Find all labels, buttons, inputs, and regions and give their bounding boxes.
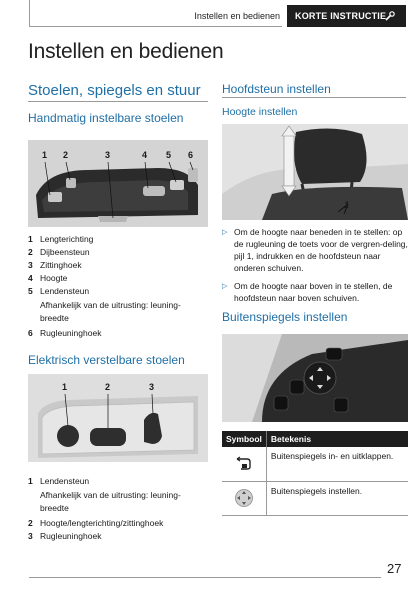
table-row [222,447,408,481]
list-item: 3 Zittinghoek [28,260,82,270]
electric-label-2: 2 [105,382,111,392]
page-title: Instellen en bedienen [28,40,224,63]
footer-rule [29,577,381,578]
headrest-instructions [222,226,408,310]
table-cell-symbol [222,447,266,481]
manual-label-6: 6 [188,150,194,160]
list-item-note: Afhankelijk van de uitrusting: leuning-breedte [40,300,181,323]
manual-seats-title: Handmatig instelbare stoelen [28,111,184,125]
manual-seat-illustration [28,140,208,227]
manual-label-1: 1 [42,150,48,160]
electric-seat-legend [28,475,208,543]
page-number: 27 [387,561,402,576]
mirror-control-illustration [222,334,408,422]
list-item: 6 Rugleuninghoek [28,328,102,338]
table-cell-symbol [222,481,266,515]
manual-label-3: 3 [105,150,111,160]
list-item: 3 Rugleuninghoek [28,531,102,541]
electric-label-1: 1 [62,382,68,392]
electric-seat-image [28,374,208,462]
electric-seat-illustration [28,374,208,462]
header-badge [287,5,406,27]
headrest-illustration [222,124,408,220]
list-item: 1 Lengterichting [28,234,94,244]
wrench-icon [384,10,396,22]
list-item: 5 Lendensteun [28,286,90,296]
headrest-image [222,124,408,220]
table-header-symbol: Symbool [222,431,266,447]
header-rule [29,26,282,27]
header-badge-label: KORTE INSTRUCTIE [295,11,387,21]
manual-label-5: 5 [166,150,172,160]
header-left-rule [29,0,30,26]
table-header-row [222,431,408,447]
list-item: 2 Dijbeensteun [28,247,90,257]
list-item: 4 Hoogte [28,273,68,283]
symbol-table [222,431,408,516]
list-item: 1 Lendensteun [28,476,90,486]
triangle-bullet-icon: ▷ [222,283,228,290]
mirrors-title: Buitenspiegels instellen [222,310,348,324]
table-header-meaning: Betekenis [266,431,408,447]
manual-label-2: 2 [63,150,69,160]
headrest-label-1: 1 [344,200,350,210]
manual-seat-legend [28,233,208,340]
height-title: Hoogte instellen [222,106,298,118]
triangle-bullet-icon: ▷ [222,229,228,236]
electric-seats-title: Elektrisch verstelbare stoelen [28,353,185,367]
list-item: 2 Hoogte/lengterichting/zittinghoek [28,518,164,528]
mirror-adjust-icon [234,488,254,508]
mirror-fold-icon [234,455,254,473]
table-cell-meaning: Buitenspiegels in- en uitklappen. [266,447,408,481]
section-title: Stoelen, spiegels en stuur [28,82,201,99]
electric-label-3: 3 [149,382,155,392]
table-row [222,481,408,515]
instruction-item: ▷ Om de hoogte naar boven in te stellen, de hoofdsteun naar boven schuiven. [222,281,393,303]
manual-seat-image [28,140,208,227]
headrest-rule [222,97,406,98]
table-cell-meaning: Buitenspiegels instellen. [266,481,408,515]
header-section-label: Instellen en bedienen [194,11,280,21]
mirror-control-image [222,334,408,422]
manual-label-4: 4 [142,150,148,160]
section-rule [28,101,208,102]
instruction-item: ▷ Om de hoogte naar beneden in te stellen: op de rugleuning de toets voor de vergren-deling, pijl 1, indrukken en de hoofdsteun naar onderen schuiven. [222,227,408,273]
list-item-note: Afhankelijk van de uitrusting: leuning-breedte [40,490,181,513]
headrest-title: Hoofdsteun instellen [222,82,331,96]
